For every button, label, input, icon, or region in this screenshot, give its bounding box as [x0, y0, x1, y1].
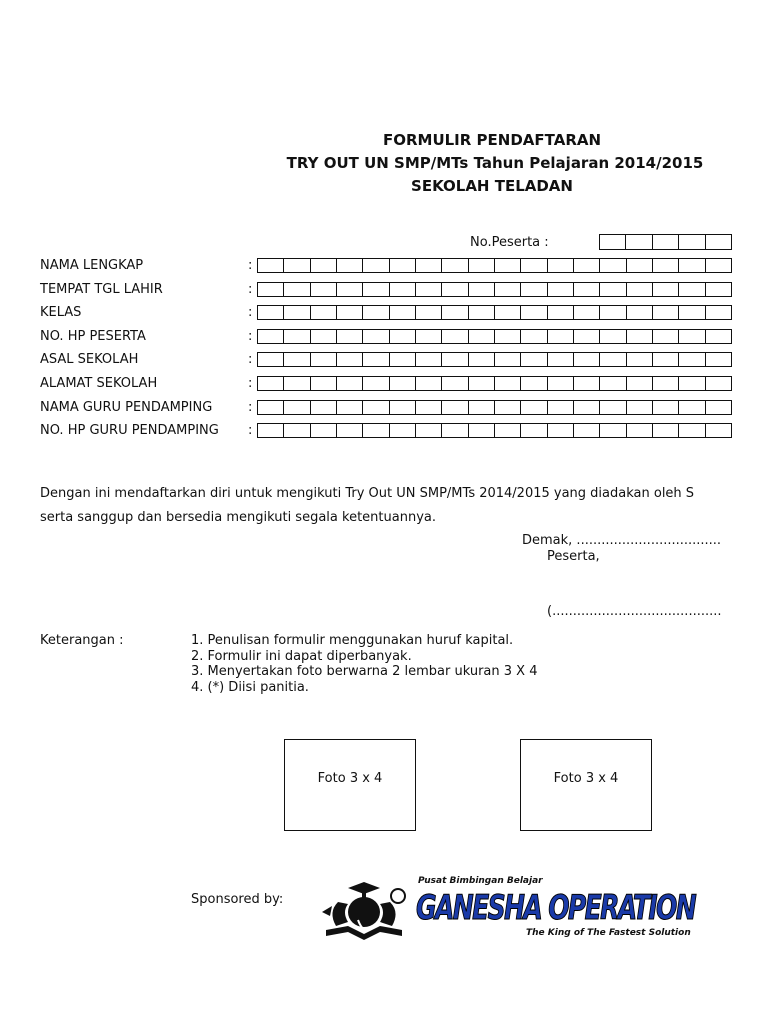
- field-colon: :: [248, 329, 253, 344]
- char-box[interactable]: [574, 424, 600, 437]
- logo-tagline: The King of The Fastest Solution: [526, 928, 691, 938]
- char-box[interactable]: [521, 424, 547, 437]
- field-colon: :: [248, 352, 253, 367]
- char-box[interactable]: [258, 353, 284, 366]
- char-box[interactable]: [574, 259, 600, 272]
- no-peserta-label: No.Peserta :: [470, 235, 549, 250]
- char-box[interactable]: [679, 401, 705, 414]
- char-box[interactable]: [653, 330, 679, 343]
- signature-name-line: (.........................................: [547, 604, 722, 619]
- char-box[interactable]: [442, 424, 468, 437]
- char-box[interactable]: [653, 377, 679, 390]
- char-box[interactable]: [469, 330, 495, 343]
- photo-box-label: Foto 3 x 4: [553, 771, 619, 786]
- char-box[interactable]: [442, 259, 468, 272]
- char-box[interactable]: [337, 330, 363, 343]
- char-box[interactable]: [679, 306, 705, 319]
- field-label-nama-lengkap: NAMA LENGKAP: [40, 258, 144, 273]
- note-item: 2. Formulir ini dapat diperbanyak.: [191, 648, 412, 664]
- char-box[interactable]: [627, 424, 653, 437]
- char-box[interactable]: [416, 424, 442, 437]
- char-box[interactable]: [390, 377, 416, 390]
- field-label-no-hp-peserta: NO. HP PESERTA: [40, 329, 146, 344]
- field-colon: :: [248, 258, 253, 273]
- char-box[interactable]: [337, 401, 363, 414]
- char-box[interactable]: [416, 259, 442, 272]
- char-box[interactable]: [600, 424, 626, 437]
- char-box[interactable]: [600, 353, 626, 366]
- char-box[interactable]: [311, 424, 337, 437]
- char-box[interactable]: [311, 259, 337, 272]
- char-box[interactable]: [337, 424, 363, 437]
- char-box[interactable]: [390, 330, 416, 343]
- char-box[interactable]: [679, 424, 705, 437]
- char-box[interactable]: [548, 259, 574, 272]
- char-box[interactable]: [548, 401, 574, 414]
- char-box[interactable]: [679, 377, 705, 390]
- char-box[interactable]: [258, 306, 284, 319]
- char-box[interactable]: [679, 283, 705, 296]
- char-box[interactable]: [469, 377, 495, 390]
- char-box[interactable]: [469, 259, 495, 272]
- char-box[interactable]: [363, 377, 389, 390]
- char-box[interactable]: [653, 401, 679, 414]
- char-box[interactable]: [653, 306, 679, 319]
- char-box[interactable]: [390, 259, 416, 272]
- char-box[interactable]: [311, 330, 337, 343]
- char-box[interactable]: [258, 401, 284, 414]
- char-box[interactable]: [390, 424, 416, 437]
- char-box[interactable]: [284, 283, 310, 296]
- char-box[interactable]: [442, 330, 468, 343]
- char-box[interactable]: [416, 353, 442, 366]
- char-box[interactable]: [600, 401, 626, 414]
- char-box[interactable]: [653, 283, 679, 296]
- char-box[interactable]: [495, 424, 521, 437]
- char-box[interactable]: [416, 283, 442, 296]
- char-box[interactable]: [627, 401, 653, 414]
- field-colon: :: [248, 400, 253, 415]
- char-box[interactable]: [337, 306, 363, 319]
- char-box[interactable]: [284, 424, 310, 437]
- field-boxes-tempat-tgl-lahir[interactable]: [257, 282, 732, 297]
- char-box[interactable]: [442, 306, 468, 319]
- char-box[interactable]: [706, 377, 731, 390]
- sponsor-label: Sponsored by:: [191, 892, 284, 907]
- form-subtitle: TRY OUT UN SMP/MTs Tahun Pelajaran 2014/2015: [286, 154, 704, 172]
- char-box[interactable]: [495, 353, 521, 366]
- field-colon: :: [248, 305, 253, 320]
- note-item: 1. Penulisan formulir menggunakan huruf kapital.: [191, 633, 514, 648]
- char-box[interactable]: [469, 353, 495, 366]
- statement-line-2: serta sanggup dan bersedia mengikuti segala ketentuannya.: [40, 510, 436, 525]
- field-label-nama-guru-pendamping: NAMA GURU PENDAMPING: [40, 400, 213, 415]
- char-box[interactable]: [706, 424, 731, 437]
- logo-small-text: Pusat Bimbingan Belajar: [418, 876, 543, 886]
- char-box[interactable]: [574, 401, 600, 414]
- char-box[interactable]: [337, 259, 363, 272]
- char-box[interactable]: [390, 283, 416, 296]
- char-box[interactable]: [416, 330, 442, 343]
- char-box[interactable]: [469, 306, 495, 319]
- char-box[interactable]: [679, 259, 705, 272]
- char-box[interactable]: [284, 259, 310, 272]
- note-item: 4. (*) Diisi panitia.: [191, 679, 309, 695]
- char-box[interactable]: [442, 377, 468, 390]
- char-box[interactable]: [521, 353, 547, 366]
- char-box[interactable]: [416, 377, 442, 390]
- field-colon: :: [248, 423, 253, 438]
- char-box[interactable]: [574, 377, 600, 390]
- char-box[interactable]: [390, 401, 416, 414]
- field-boxes-no-hp-peserta[interactable]: [257, 329, 732, 344]
- char-box[interactable]: [442, 401, 468, 414]
- char-box[interactable]: [653, 259, 679, 272]
- char-box[interactable]: [495, 377, 521, 390]
- field-label-no-hp-guru-pendamping: NO. HP GURU PENDAMPING: [40, 423, 219, 438]
- signature-role: Peserta,: [547, 549, 600, 564]
- photo-box-2: [520, 739, 652, 831]
- char-box[interactable]: [442, 283, 468, 296]
- field-label-alamat-sekolah: ALAMAT SEKOLAH: [40, 376, 158, 391]
- char-box[interactable]: [706, 353, 731, 366]
- char-box[interactable]: [469, 283, 495, 296]
- char-box[interactable]: [258, 283, 284, 296]
- char-box[interactable]: [337, 283, 363, 296]
- char-box[interactable]: [311, 306, 337, 319]
- char-box[interactable]: [284, 401, 310, 414]
- char-box[interactable]: [679, 330, 705, 343]
- char-box[interactable]: [521, 306, 547, 319]
- char-box[interactable]: [311, 377, 337, 390]
- char-box[interactable]: [284, 330, 310, 343]
- char-box[interactable]: [706, 401, 731, 414]
- char-box[interactable]: [363, 353, 389, 366]
- field-boxes-kelas[interactable]: [257, 305, 732, 320]
- field-colon: :: [248, 282, 253, 297]
- char-box[interactable]: [337, 377, 363, 390]
- char-box[interactable]: [600, 283, 626, 296]
- notes-list: [191, 633, 537, 695]
- char-box[interactable]: [600, 330, 626, 343]
- char-box[interactable]: [574, 330, 600, 343]
- char-box[interactable]: [363, 330, 389, 343]
- char-box[interactable]: [653, 353, 679, 366]
- char-box[interactable]: [521, 330, 547, 343]
- char-box[interactable]: [627, 259, 653, 272]
- photo-box-1: [284, 739, 416, 831]
- char-box[interactable]: [548, 283, 574, 296]
- char-box[interactable]: [627, 283, 653, 296]
- school-name: SEKOLAH TELADAN: [411, 177, 573, 195]
- char-box[interactable]: [469, 424, 495, 437]
- char-box[interactable]: [390, 306, 416, 319]
- char-box[interactable]: [548, 377, 574, 390]
- no-peserta-boxes[interactable]: [599, 234, 732, 250]
- char-box[interactable]: [521, 283, 547, 296]
- char-box[interactable]: [495, 283, 521, 296]
- char-box[interactable]: [284, 306, 310, 319]
- char-box[interactable]: [600, 306, 626, 319]
- char-box[interactable]: [548, 424, 574, 437]
- char-box[interactable]: [706, 330, 731, 343]
- field-boxes-alamat-sekolah[interactable]: [257, 376, 732, 391]
- field-boxes-no-hp-guru-pendamping[interactable]: [257, 423, 732, 438]
- char-box[interactable]: [390, 353, 416, 366]
- char-box[interactable]: [548, 330, 574, 343]
- form-title: FORMULIR PENDAFTARAN: [382, 131, 602, 149]
- char-box[interactable]: [521, 377, 547, 390]
- notes-label: Keterangan :: [40, 633, 124, 648]
- char-box[interactable]: [706, 283, 731, 296]
- char-box[interactable]: [600, 377, 626, 390]
- char-box[interactable]: [495, 330, 521, 343]
- char-box[interactable]: [495, 259, 521, 272]
- signature-place-date: Demak, ...................................: [522, 533, 722, 548]
- char-box[interactable]: [416, 306, 442, 319]
- field-label-kelas: KELAS: [40, 305, 82, 320]
- field-boxes-nama-lengkap[interactable]: [257, 258, 732, 273]
- char-box[interactable]: [548, 306, 574, 319]
- char-box[interactable]: [574, 283, 600, 296]
- field-colon: :: [248, 376, 253, 391]
- char-box[interactable]: [574, 306, 600, 319]
- char-box[interactable]: [311, 283, 337, 296]
- char-box[interactable]: [627, 306, 653, 319]
- char-box[interactable]: [521, 401, 547, 414]
- char-box[interactable]: [363, 306, 389, 319]
- char-box[interactable]: [363, 401, 389, 414]
- field-label-asal-sekolah: ASAL SEKOLAH: [40, 352, 139, 367]
- logo-name: GANESHA OPERATION: [416, 888, 696, 928]
- char-box[interactable]: [495, 401, 521, 414]
- char-box[interactable]: [627, 377, 653, 390]
- char-box[interactable]: [363, 259, 389, 272]
- ganesha-operation-logo: [318, 876, 696, 942]
- photo-box-label: Foto 3 x 4: [317, 771, 383, 786]
- char-box[interactable]: [653, 424, 679, 437]
- char-box[interactable]: [627, 353, 653, 366]
- char-box[interactable]: [337, 353, 363, 366]
- char-box[interactable]: [258, 330, 284, 343]
- char-box[interactable]: [311, 353, 337, 366]
- char-box[interactable]: [706, 259, 731, 272]
- char-box[interactable]: [258, 377, 284, 390]
- char-box[interactable]: [469, 401, 495, 414]
- char-box[interactable]: [442, 353, 468, 366]
- char-box[interactable]: [363, 424, 389, 437]
- field-boxes-asal-sekolah[interactable]: [257, 352, 732, 367]
- char-box[interactable]: [574, 353, 600, 366]
- char-box[interactable]: [600, 259, 626, 272]
- ganesha-emblem-icon: [318, 882, 410, 942]
- statement-line-1: Dengan ini mendaftarkan diri untuk mengikuti Try Out UN SMP/MTs 2014/2015 yang diadakan oleh S: [40, 486, 695, 501]
- char-box[interactable]: [548, 353, 574, 366]
- char-box[interactable]: [521, 259, 547, 272]
- char-box[interactable]: [416, 401, 442, 414]
- field-boxes-nama-guru-pendamping[interactable]: [257, 400, 732, 415]
- char-box[interactable]: [627, 330, 653, 343]
- char-box[interactable]: [679, 353, 705, 366]
- char-box[interactable]: [495, 306, 521, 319]
- char-box[interactable]: [284, 353, 310, 366]
- char-box[interactable]: [706, 306, 731, 319]
- char-box[interactable]: [258, 424, 284, 437]
- field-label-tempat-tgl-lahir: TEMPAT TGL LAHIR: [40, 282, 163, 297]
- char-box[interactable]: [284, 377, 310, 390]
- char-box[interactable]: [258, 259, 284, 272]
- char-box[interactable]: [363, 283, 389, 296]
- char-box[interactable]: [311, 401, 337, 414]
- note-item: 3. Menyertakan foto berwarna 2 lembar ukuran 3 X 4: [191, 664, 538, 679]
